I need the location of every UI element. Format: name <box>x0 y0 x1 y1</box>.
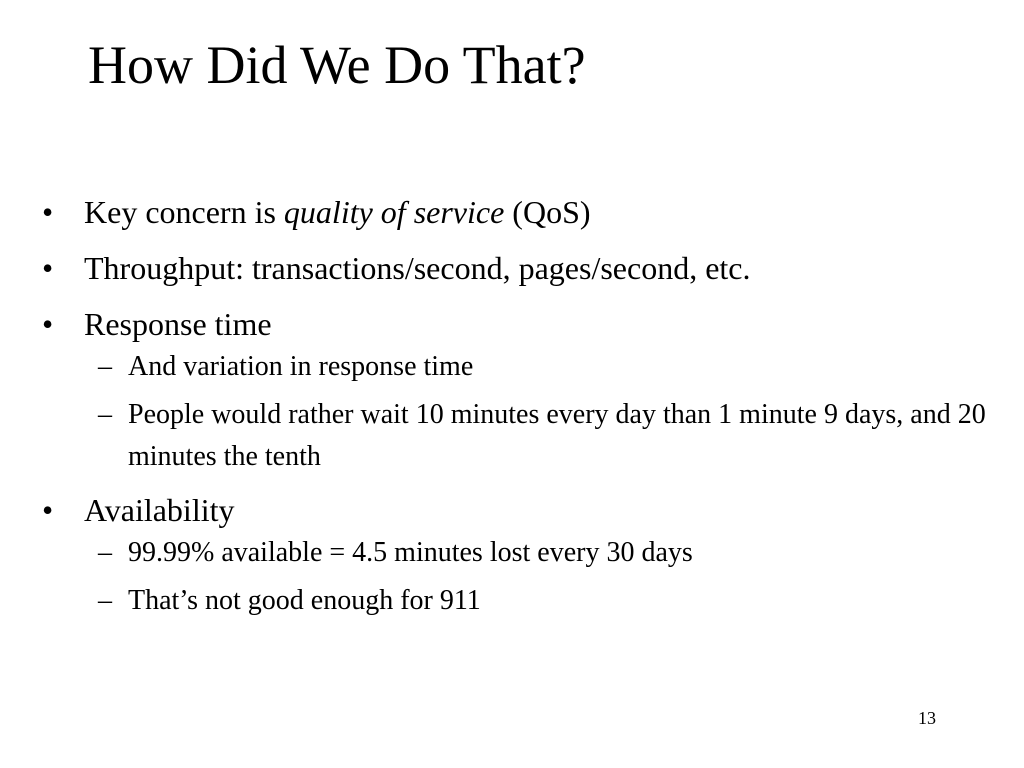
bullet-throughput <box>0 244 1024 292</box>
sub-bullet <box>84 346 988 388</box>
bullet-availability <box>0 486 1024 622</box>
bullet-dot: • <box>42 492 54 528</box>
sub-list <box>84 532 1024 622</box>
sub-bullet-text: That’s not good enough for 911 <box>128 585 481 616</box>
bullet-list <box>0 188 1024 630</box>
sub-bullet-text: 99.99% available = 4.5 minutes lost every 30 days <box>128 537 693 568</box>
sub-bullet-text: And variation in response time <box>128 351 474 382</box>
sub-bullet <box>84 532 988 574</box>
sub-bullet-text: People would rather wait 10 minutes every day than 1 minute 9 days, and 20 minutes the tenth <box>128 399 986 472</box>
bullet-dot: • <box>42 194 54 230</box>
sub-bullet-dash: – <box>98 585 112 616</box>
slide-title: How Did We Do That? <box>88 35 586 95</box>
page-number: 13 <box>918 708 936 728</box>
bullet-text: Throughput: transactions/second, pages/second, etc. <box>84 250 751 286</box>
bullet-text: Key concern is <box>84 194 284 230</box>
bullet-text: Availability <box>84 492 235 528</box>
bullet-dot: • <box>42 306 54 342</box>
bullet-response-time <box>0 300 1024 478</box>
sub-bullet-dash: – <box>98 399 112 430</box>
bullet-emphasis: quality of service <box>283 194 505 230</box>
sub-bullet-dash: – <box>98 351 112 382</box>
bullet-dot: • <box>42 250 54 286</box>
sub-list <box>84 346 1024 478</box>
bullet-text-suffix: (QoS) <box>504 194 591 230</box>
sub-bullet <box>84 394 988 478</box>
bullet-quality-of-service <box>0 188 1024 236</box>
bullet-text: Response time <box>84 306 272 342</box>
sub-bullet-dash: – <box>98 537 112 568</box>
sub-bullet <box>84 580 988 622</box>
